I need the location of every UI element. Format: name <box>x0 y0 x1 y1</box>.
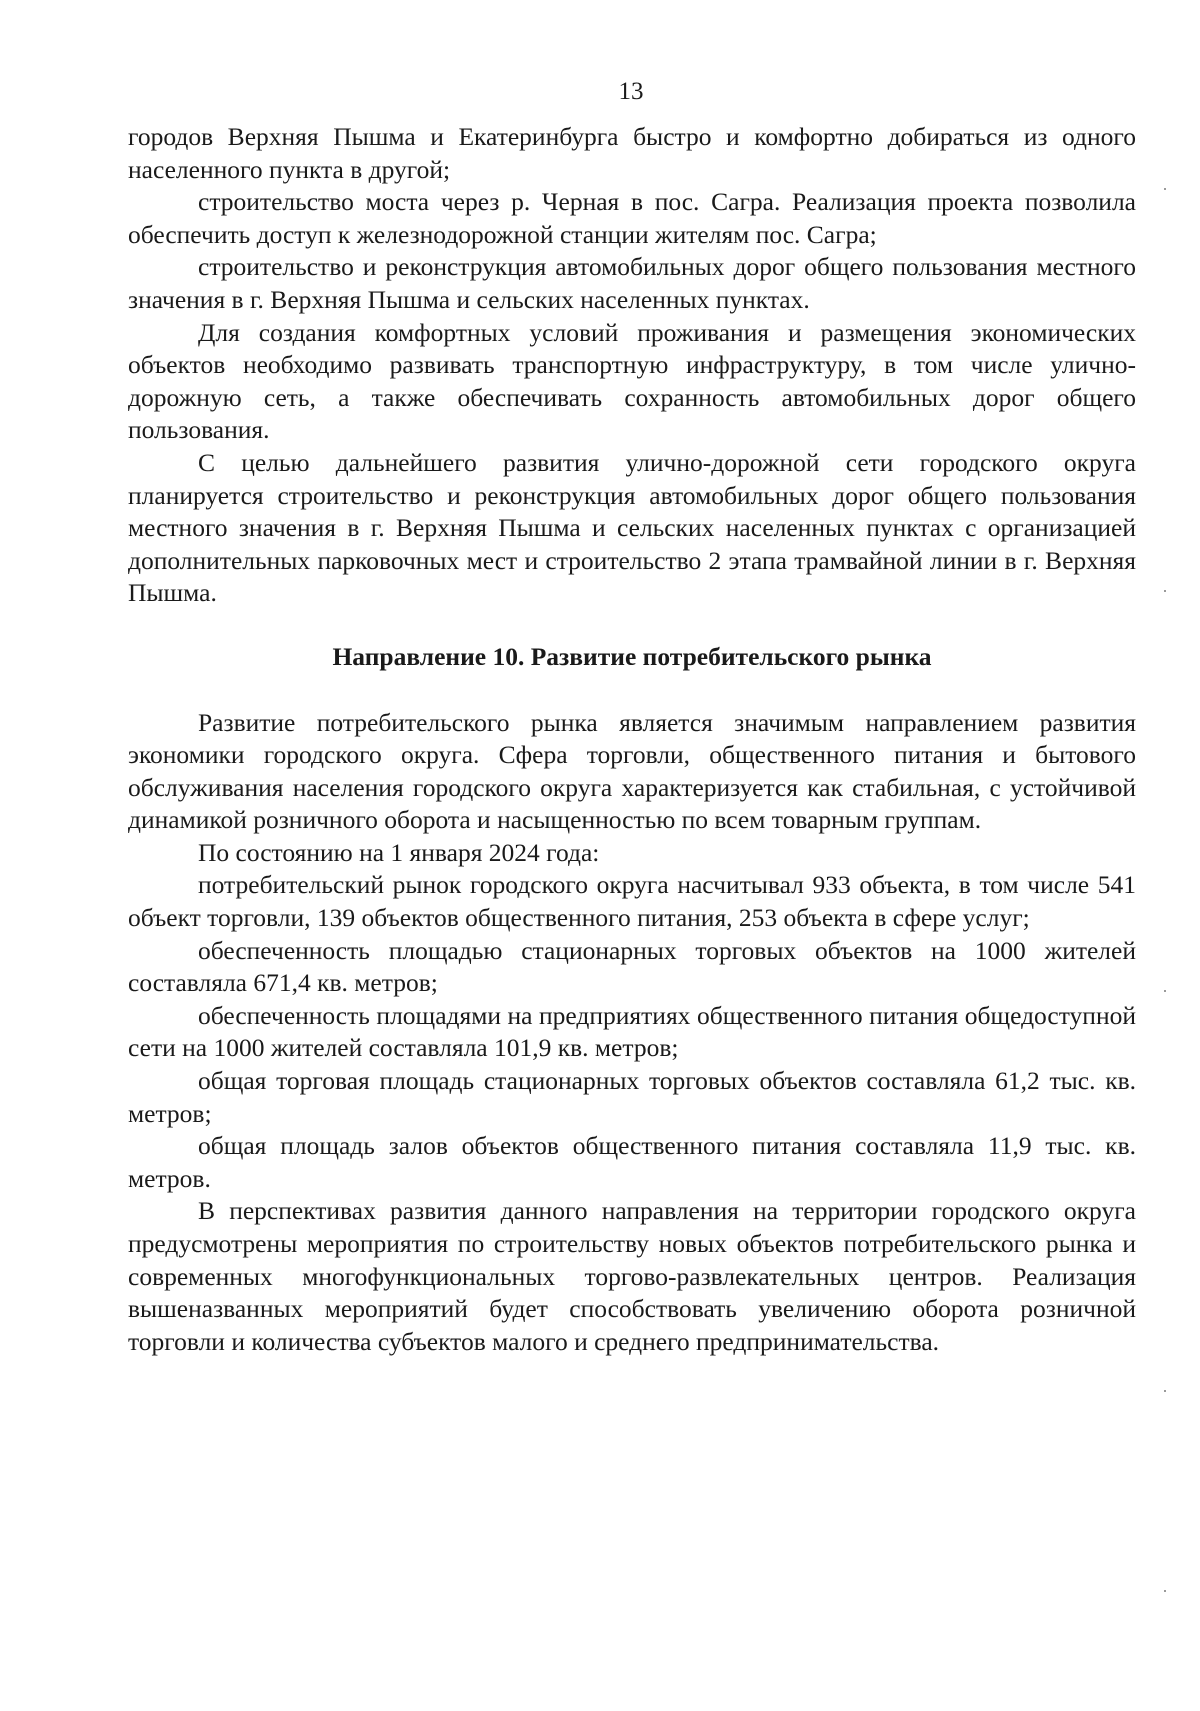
paragraph: Развитие потребительского рынка является значимым направлением развития экономики городского округа. Сфера торговли, общественного питания и бытового обслуживания населения городского округа характеризуется как стабильная, с устойчивой динамикой розничного оборота и насыщенностью по всем товарным группам. <box>128 707 1136 835</box>
paragraph: По состоянию на 1 января 2024 года: <box>198 837 600 867</box>
scan-artifact <box>1164 1590 1166 1592</box>
scan-artifact <box>1164 990 1166 992</box>
paragraph: общая площадь залов объектов общественного питания составляла 11,9 тыс. кв. метров. <box>128 1131 1136 1193</box>
paragraph: строительство моста через р. Черная в пос. Сагра. Реализация проекта позволила обеспечить доступ к железнодорожной станции жителям пос. Сагра; <box>128 187 1136 249</box>
paragraph: В перспективах развития данного направления на территории городского округа предусмотрены мероприятия по строительству новых объектов потребительского рынка и современных многофункциональных торгово-развлекательных центров. Реализация вышеназванных мероприятий будет способствовать увеличению оборота розничной торговли и количества субъектов малого и среднего предпринимательства. <box>128 1196 1136 1356</box>
paragraph: обеспеченность площадями на предприятиях общественного питания общедоступной сети на 1000 жителей составляла 101,9 кв. метров; <box>128 1000 1136 1063</box>
document-body <box>128 121 1136 1358</box>
scan-artifact <box>1164 188 1166 190</box>
page-number: 13 <box>618 78 644 105</box>
paragraph: потребительский рынок городского округа насчитывал 933 объекта, в том числе 541 объект торговли, 139 объектов общественного питания, 253 объекта в сфере услуг; <box>128 870 1136 933</box>
paragraph: строительство и реконструкция автомобильных дорог общего пользования местного значения в г. Верхняя Пышма и сельских населенных пунктах. <box>128 252 1136 314</box>
section-heading: Направление 10. Развитие потребительского рынка <box>332 641 932 671</box>
paragraph: обеспеченность площадью стационарных торговых объектов на 1000 жителей составляла 671,4 кв. метров; <box>128 935 1136 998</box>
scan-artifact <box>1164 1390 1166 1392</box>
paragraph: С целью дальнейшего развития улично-дорожной сети городского округа планируется строительство и реконструкция автомобильных дорог общего пользования местного значения в г. Верхняя Пышма и сельских населенных пунктах с организацией дополнительных парковочных мест и строительство 2 этапа трамвайной линии в г. Верхняя Пышма. <box>128 447 1136 608</box>
paragraph: общая торговая площадь стационарных торговых объектов составляла 61,2 тыс. кв. метров; <box>128 1066 1136 1128</box>
scan-artifact <box>1164 590 1166 592</box>
paragraph: Для создания комфортных условий проживания и размещения экономических объектов необходимо развивать транспортную инфраструктуру, в том числе улично-дорожную сеть, а также обеспечивать сохранность автомобильных дорог общего пользования. <box>128 317 1136 445</box>
paragraph: городов Верхняя Пышма и Екатеринбурга быстро и комфортно добираться из одного населенного пункта в другой; <box>128 122 1136 184</box>
